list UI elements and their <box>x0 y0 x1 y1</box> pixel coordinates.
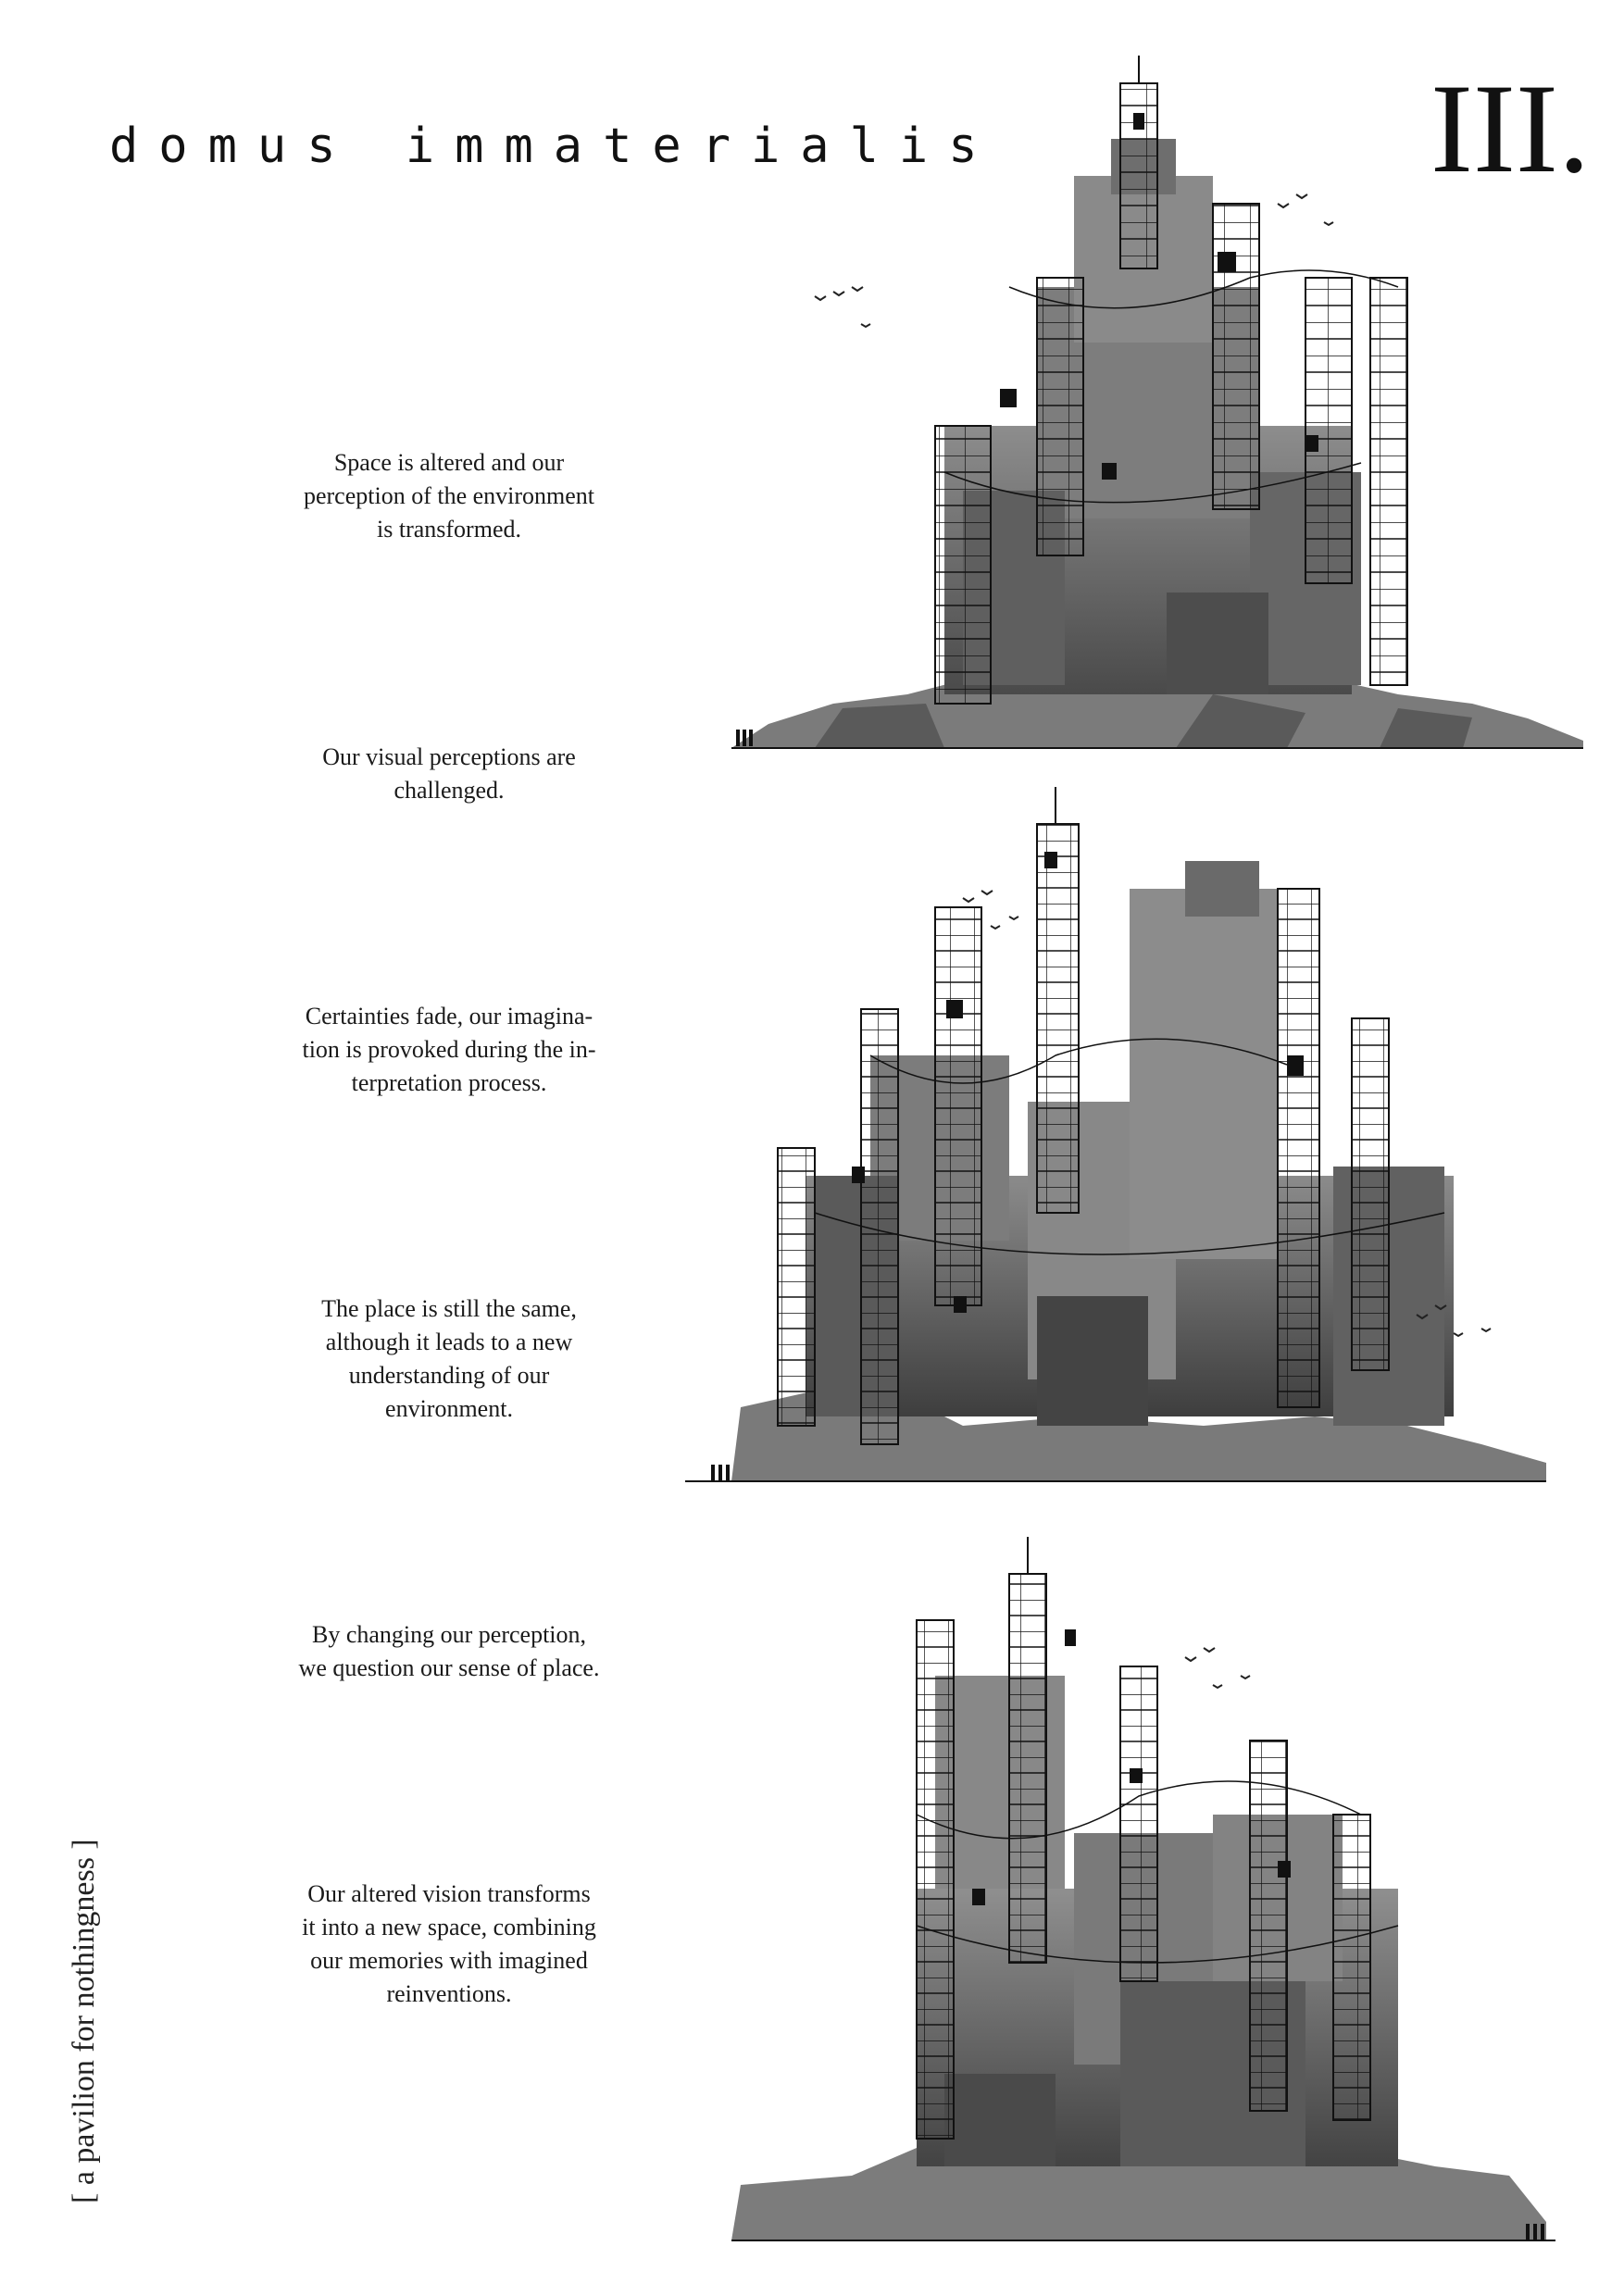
tower-illustration-1 <box>731 56 1602 759</box>
tower-illustration-3 <box>731 1537 1565 2250</box>
paragraph-3: Certainties fade, our imagina- tion is provoked during the in- terpretation process. <box>302 1003 596 1096</box>
paragraph-1: Space is altered and our perception of the environment is transformed. <box>303 449 595 543</box>
section-numeral: III. <box>1430 57 1591 199</box>
paragraph-5: By changing our perception, we question our sense of place. <box>298 1621 600 1681</box>
paragraph-4: The place is still the same, although it leads to a new understanding of our environment. <box>321 1295 577 1422</box>
subtitle-vertical: [ a pavilion for nothingness ] <box>67 1839 101 2203</box>
paragraph-2: Our visual perceptions are challenged. <box>322 743 576 804</box>
tower-illustration-2 <box>685 778 1565 1491</box>
paragraph-6: Our altered vision transforms it into a new space, combining our memories with imagined reinventions. <box>302 1880 596 2007</box>
page-title: domus immaterialis <box>109 119 998 174</box>
